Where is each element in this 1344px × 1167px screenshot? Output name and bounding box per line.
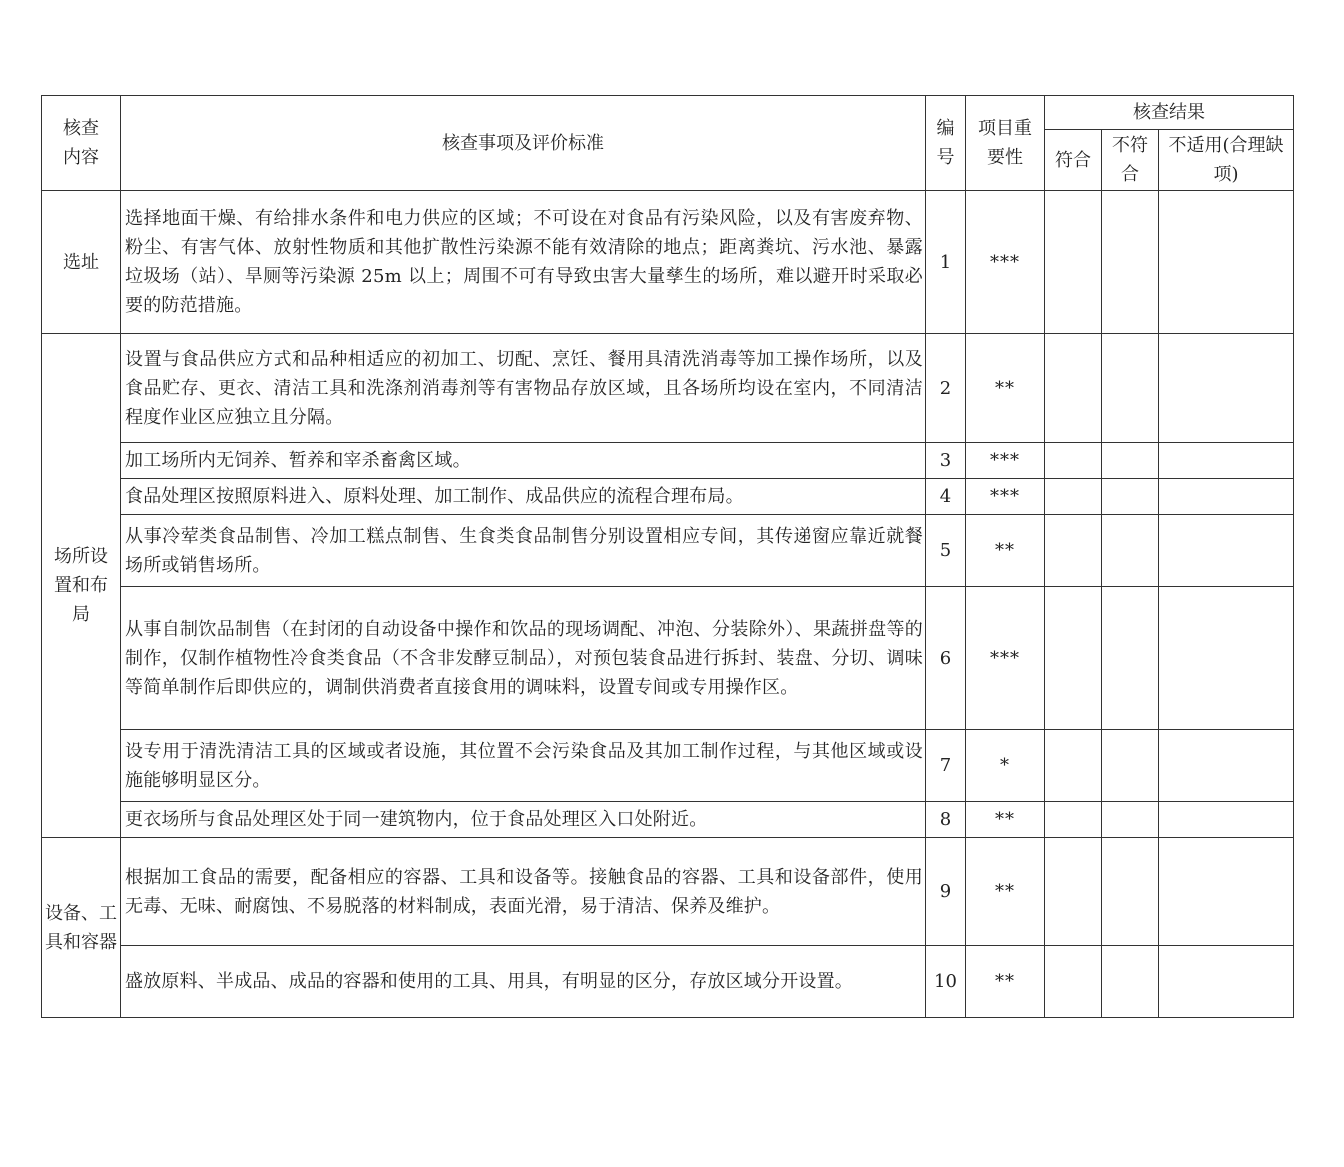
importance-level: *** <box>966 443 1045 479</box>
importance-level: * <box>966 730 1045 802</box>
table-row <box>42 587 1294 730</box>
criteria-text: 设专用于清洗清洁工具的区域或者设施，其位置不会污染食品及其加工制作过程，与其他区域或设施能够明显区分。 <box>121 730 926 802</box>
table-row <box>42 191 1294 334</box>
table-row <box>42 802 1294 838</box>
header-importance: 项目重要性 <box>966 96 1045 191</box>
criteria-text: 更衣场所与食品处理区处于同一建筑物内，位于食品处理区入口处附近。 <box>121 802 926 838</box>
result-not-applicable-cell[interactable] <box>1159 587 1294 730</box>
result-comply-cell[interactable] <box>1045 730 1102 802</box>
item-number: 3 <box>926 443 966 479</box>
item-number: 9 <box>926 838 966 946</box>
header-not-applicable: 不适用(合理缺项) <box>1159 130 1294 191</box>
criteria-text: 从事冷荤类食品制售、冷加工糕点制售、生食类食品制售分别设置相应专间，其传递窗应靠近就餐场所或销售场所。 <box>121 515 926 587</box>
criteria-text: 根据加工食品的需要，配备相应的容器、工具和设备等。接触食品的容器、工具和设备部件，使用无毒、无味、耐腐蚀、不易脱落的材料制成，表面光滑，易于清洁、保养及维护。 <box>121 838 926 946</box>
result-comply-cell[interactable] <box>1045 191 1102 334</box>
table-row <box>42 515 1294 587</box>
result-not-comply-cell[interactable] <box>1102 334 1159 443</box>
result-not-applicable-cell[interactable] <box>1159 946 1294 1018</box>
result-comply-cell[interactable] <box>1045 479 1102 515</box>
criteria-text: 盛放原料、半成品、成品的容器和使用的工具、用具，有明显的区分，存放区域分开设置。 <box>121 946 926 1018</box>
result-not-comply-cell[interactable] <box>1102 946 1159 1018</box>
item-number: 6 <box>926 587 966 730</box>
header-not-comply: 不符合 <box>1102 130 1159 191</box>
result-not-applicable-cell[interactable] <box>1159 515 1294 587</box>
criteria-text: 从事自制饮品制售（在封闭的自动设备中操作和饮品的现场调配、冲泡、分装除外）、果蔬拼盘等的制作，仅制作植物性冷食类食品（不含非发酵豆制品），对预包装食品进行拆封、装盘、分切、调味等简单制作后即供应的，调制供消费者直接食用的调味料，设置专间或专用操作区。 <box>121 587 926 730</box>
table-row <box>42 479 1294 515</box>
category-cell: 场所设置和布局 <box>42 334 121 838</box>
header-results: 核查结果 <box>1045 96 1294 130</box>
importance-level: *** <box>966 587 1045 730</box>
header-content: 核查内容 <box>42 96 121 191</box>
result-comply-cell[interactable] <box>1045 946 1102 1018</box>
table-row <box>42 730 1294 802</box>
result-not-applicable-cell[interactable] <box>1159 443 1294 479</box>
item-number: 4 <box>926 479 966 515</box>
result-comply-cell[interactable] <box>1045 443 1102 479</box>
result-not-comply-cell[interactable] <box>1102 515 1159 587</box>
result-not-applicable-cell[interactable] <box>1159 730 1294 802</box>
header-comply: 符合 <box>1045 130 1102 191</box>
header-number: 编号 <box>926 96 966 191</box>
result-not-applicable-cell[interactable] <box>1159 479 1294 515</box>
result-not-applicable-cell[interactable] <box>1159 191 1294 334</box>
result-not-applicable-cell[interactable] <box>1159 838 1294 946</box>
table-row <box>42 946 1294 1018</box>
item-number: 5 <box>926 515 966 587</box>
importance-level: ** <box>966 334 1045 443</box>
header-criteria: 核查事项及评价标准 <box>121 96 926 191</box>
criteria-text: 选择地面干燥、有给排水条件和电力供应的区域；不可设在对食品有污染风险，以及有害废弃物、粉尘、有害气体、放射性物质和其他扩散性污染源不能有效清除的地点；距离粪坑、污水池、暴露垃圾场（站）、旱厕等污染源 25m 以上；周围不可有导致虫害大量孳生的场所，难以避开时采取必要的防范措施。 <box>121 191 926 334</box>
item-number: 8 <box>926 802 966 838</box>
category-cell: 选址 <box>42 191 121 334</box>
result-comply-cell[interactable] <box>1045 587 1102 730</box>
result-not-comply-cell[interactable] <box>1102 802 1159 838</box>
result-not-comply-cell[interactable] <box>1102 443 1159 479</box>
item-number: 2 <box>926 334 966 443</box>
importance-level: *** <box>966 479 1045 515</box>
result-comply-cell[interactable] <box>1045 802 1102 838</box>
importance-level: ** <box>966 515 1045 587</box>
result-not-applicable-cell[interactable] <box>1159 802 1294 838</box>
result-comply-cell[interactable] <box>1045 838 1102 946</box>
result-not-comply-cell[interactable] <box>1102 838 1159 946</box>
criteria-text: 加工场所内无饲养、暂养和宰杀畜禽区域。 <box>121 443 926 479</box>
item-number: 1 <box>926 191 966 334</box>
criteria-text: 食品处理区按照原料进入、原料处理、加工制作、成品供应的流程合理布局。 <box>121 479 926 515</box>
importance-level: ** <box>966 838 1045 946</box>
result-comply-cell[interactable] <box>1045 515 1102 587</box>
result-not-comply-cell[interactable] <box>1102 730 1159 802</box>
importance-level: *** <box>966 191 1045 334</box>
criteria-text: 设置与食品供应方式和品种相适应的初加工、切配、烹饪、餐用具清洗消毒等加工操作场所，以及食品贮存、更衣、清洁工具和洗涤剂消毒剂等有害物品存放区域，且各场所均设在室内，不同清洁程度作业区应独立且分隔。 <box>121 334 926 443</box>
result-not-comply-cell[interactable] <box>1102 191 1159 334</box>
category-cell: 设备、工具和容器 <box>42 838 121 1018</box>
result-comply-cell[interactable] <box>1045 334 1102 443</box>
importance-level: ** <box>966 946 1045 1018</box>
result-not-applicable-cell[interactable] <box>1159 334 1294 443</box>
importance-level: ** <box>966 802 1045 838</box>
table-row <box>42 443 1294 479</box>
item-number: 7 <box>926 730 966 802</box>
result-not-comply-cell[interactable] <box>1102 587 1159 730</box>
table-row <box>42 838 1294 946</box>
item-number: 10 <box>926 946 966 1018</box>
table-row <box>42 334 1294 443</box>
inspection-table <box>41 95 1294 1018</box>
result-not-comply-cell[interactable] <box>1102 479 1159 515</box>
